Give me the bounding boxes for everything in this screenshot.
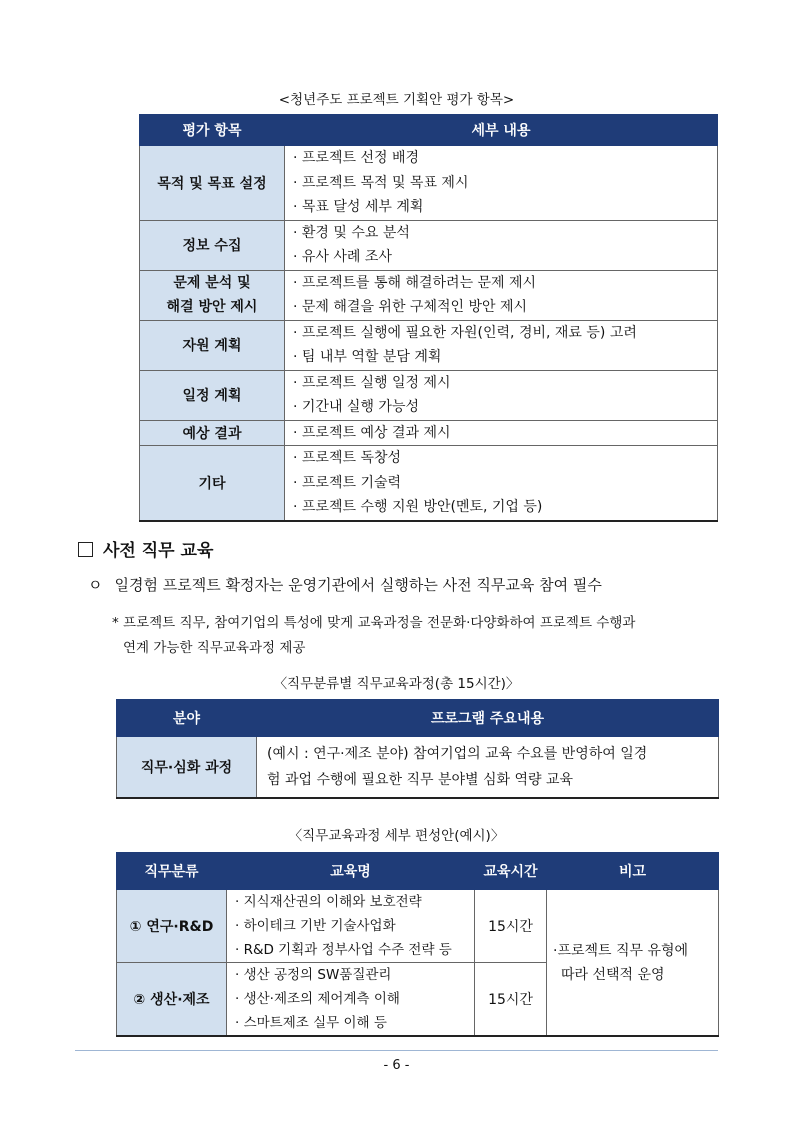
table-row xyxy=(140,320,718,370)
header-eval-item: 평가 항목 xyxy=(140,115,285,146)
bullet-text: 일경험 프로젝트 확정자는 운영기관에서 실행하는 사전 직무교육 참여 필수 xyxy=(114,576,602,594)
detail-item: · 팀 내부 역할 분담 계획 xyxy=(293,349,442,365)
program-table xyxy=(116,699,719,799)
header-program: 프로그램 주요내용 xyxy=(257,700,719,737)
category-label: 예상 결과 xyxy=(182,425,242,442)
category-label: 자원 계획 xyxy=(182,338,242,354)
category-label: 목적 및 목표 설정 xyxy=(157,175,267,192)
program-line: (예시 : 연구·제조 분야) 참여기업의 교육 수요를 반영하여 일경 xyxy=(267,746,648,762)
section-title: 사전 직무 교육 xyxy=(103,541,214,561)
footer-divider xyxy=(75,1050,718,1051)
detail-item: · 프로젝트 기술력 xyxy=(293,474,402,491)
note-line-1: * 프로젝트 직무, 참여기업의 특성에 맞게 교육과정을 전문화·다양화하여 프로젝트 수행과 xyxy=(112,615,636,631)
category-label: 문제 분석 및 xyxy=(173,274,251,291)
details-cell xyxy=(285,446,718,521)
courses-cell xyxy=(227,890,475,963)
table-row xyxy=(140,146,718,221)
detail-item: · 프로젝트 실행 일정 제시 xyxy=(293,374,451,391)
course-item: · 생산·제조의 제어계측 이해 xyxy=(235,991,400,1007)
category-cell xyxy=(140,270,285,320)
table-row xyxy=(140,270,718,320)
table2-caption: 〈직무분류별 직무교육과정(총 15시간)〉 xyxy=(273,676,520,692)
category-cell: 직무·심화 과정 xyxy=(117,737,257,799)
course-item: · 하이테크 기반 기술사업화 xyxy=(235,918,396,934)
category-label: 기타 xyxy=(198,475,226,492)
checkbox-square-icon xyxy=(78,542,93,557)
category-cell xyxy=(140,420,285,446)
category-cell xyxy=(140,320,285,370)
header-remarks: 비고 xyxy=(547,853,719,890)
detail-item: · 목표 달성 세부 계획 xyxy=(293,199,424,215)
header-details: 세부 내용 xyxy=(285,115,718,146)
details-cell xyxy=(285,320,718,370)
course-item: · 생산 공정의 SW품질관리 xyxy=(235,967,392,983)
header-course-name: 교육명 xyxy=(227,853,475,890)
table-row xyxy=(117,737,719,799)
header-field: 분야 xyxy=(117,700,257,737)
bullet-marker: ㅇ xyxy=(88,576,103,594)
remark-line: 따라 선택적 운영 xyxy=(561,966,665,983)
program-cell xyxy=(257,737,719,799)
detail-item: · 문제 해결을 위한 구체적인 방안 제시 xyxy=(293,299,528,315)
bullet-line xyxy=(88,574,602,595)
category-cell: ① 연구·R&D xyxy=(117,890,227,963)
page-number: - 6 - xyxy=(383,1058,410,1073)
header-job-class: 직무분류 xyxy=(117,853,227,890)
hours-cell: 15시간 xyxy=(475,963,547,1037)
category-cell xyxy=(140,370,285,420)
category-cell xyxy=(140,146,285,221)
section-heading xyxy=(78,536,213,561)
program-line: 험 과업 수행에 필요한 직무 분야별 심화 역량 교육 xyxy=(267,772,574,788)
detail-item: · 프로젝트 수행 지원 방안(멘토, 기업 등) xyxy=(293,499,543,515)
course-item: · 스마트제조 실무 이해 등 xyxy=(235,1015,387,1031)
category-label: 해결 방안 제시 xyxy=(166,299,258,315)
table-row xyxy=(117,890,719,963)
details-cell xyxy=(285,146,718,221)
course-item: · 지식재산권의 이해와 보호전략 xyxy=(235,894,422,910)
table-row xyxy=(140,446,718,521)
category-cell: ② 생산·제조 xyxy=(117,963,227,1037)
table-row xyxy=(140,370,718,420)
category-label: 일정 계획 xyxy=(182,388,242,404)
hours-cell: 15시간 xyxy=(475,890,547,963)
detail-item: · 유사 사례 조사 xyxy=(293,249,392,265)
table-row xyxy=(140,420,718,446)
details-cell xyxy=(285,270,718,320)
note-line-2: 연계 가능한 직무교육과정 제공 xyxy=(123,640,306,656)
header-hours: 교육시간 xyxy=(475,853,547,890)
category-label: 정보 수집 xyxy=(182,238,242,254)
course-item: · R&D 기획과 정부사업 수주 전략 등 xyxy=(235,942,452,958)
detail-item: · 프로젝트를 통해 해결하려는 문제 제시 xyxy=(293,274,537,291)
evaluation-table xyxy=(139,114,718,522)
detail-item: · 프로젝트 실행에 필요한 자원(인력, 경비, 재료 등) 고려 xyxy=(293,324,637,341)
category-cell xyxy=(140,446,285,521)
detail-item: · 프로젝트 선정 배경 xyxy=(293,150,419,166)
table1-caption: <청년주도 프로젝트 기획안 평가 항목> xyxy=(278,92,515,108)
detail-item: · 프로젝트 독창성 xyxy=(293,450,402,466)
detail-item: · 프로젝트 예상 결과 제시 xyxy=(293,424,451,441)
details-cell xyxy=(285,370,718,420)
details-cell xyxy=(285,220,718,270)
detail-item: · 환경 및 수요 분석 xyxy=(293,224,410,241)
detail-item: · 기간내 실행 가능성 xyxy=(293,399,419,415)
details-cell xyxy=(285,420,718,446)
remark-line: ·프로젝트 직무 유형에 xyxy=(553,942,689,959)
courses-cell xyxy=(227,963,475,1037)
remarks-cell xyxy=(547,890,719,1037)
category-cell xyxy=(140,220,285,270)
curriculum-table xyxy=(116,852,719,1037)
detail-item: · 프로젝트 목적 및 목표 제시 xyxy=(293,174,469,191)
table3-caption: 〈직무교육과정 세부 편성안(예시)〉 xyxy=(288,828,505,844)
table-row xyxy=(140,220,718,270)
